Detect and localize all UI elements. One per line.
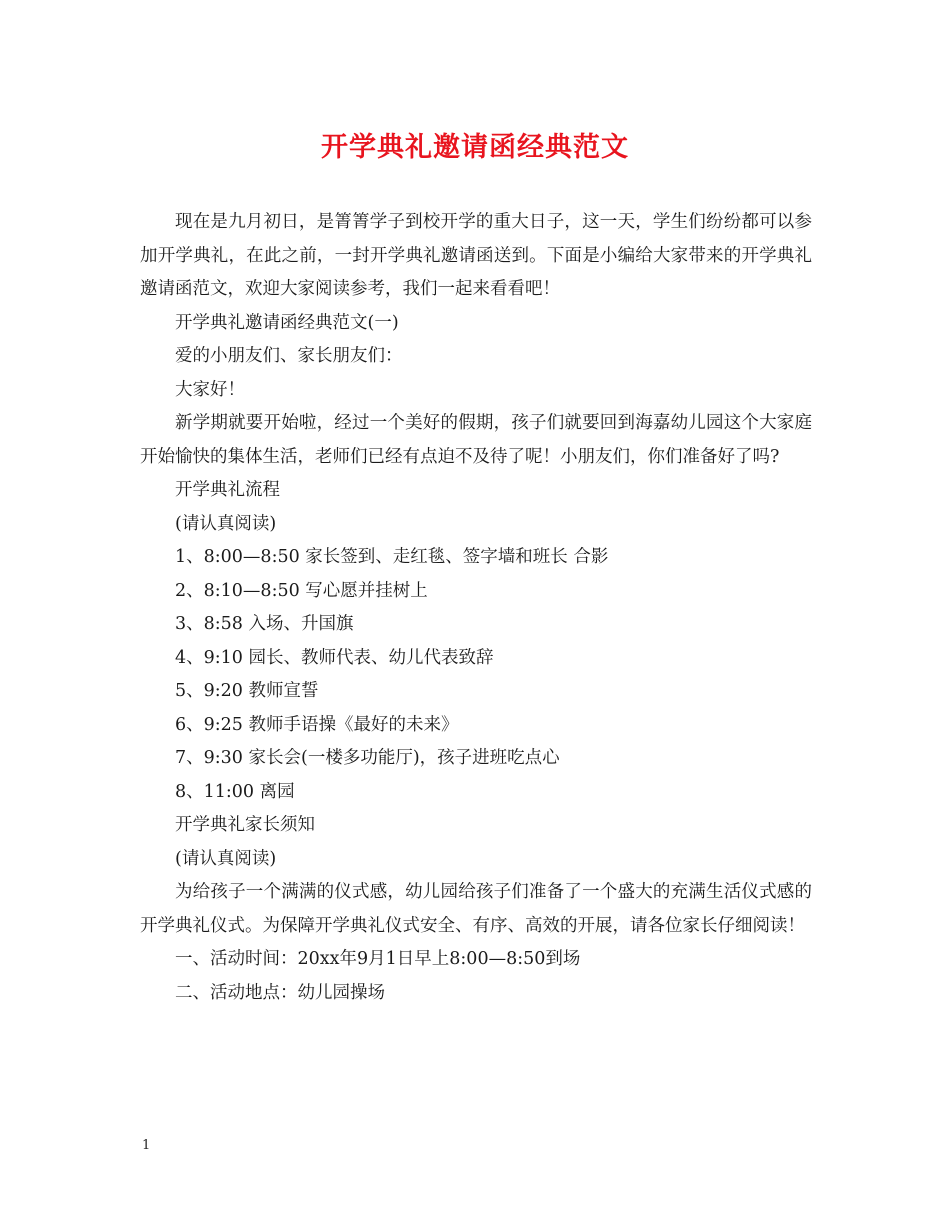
schedule-item-2: 2、8:10—8:50 写心愿并挂树上 [175, 580, 428, 601]
document-body [140, 206, 812, 1010]
paragraph-intro: 现在是九月初日，是箐箐学子到校开学的重大日子，这一天，学生们纷纷都可以参加开学典礼，在此之前，一封开学典礼邀请函送到。下面是小编给大家带来的开学典礼邀请函范文，欢迎大家阅读参考，我们一起来看看吧！ [140, 212, 812, 299]
paragraph-activity-location: 二、活动地点：幼儿园操场 [175, 982, 385, 1003]
paragraph-salutation: 爱的小朋友们、家长朋友们： [175, 346, 403, 366]
paragraph-parent-notice-heading: 开学典礼家长须知 [175, 815, 315, 835]
schedule-item-5: 5、9:20 教师宣誓 [175, 681, 319, 701]
document-title: 开学典礼邀请函经典范文 [321, 132, 629, 163]
paragraph-ceremony-process-heading: 开学典礼流程 [175, 480, 280, 500]
paragraph-section-heading: 开学典礼邀请函经典范文(一) [175, 312, 399, 333]
paragraph-ceremony-description: 为给孩子一个满满的仪式感，幼儿园给孩子们准备了一个盛大的充满生活仪式感的开学典礼仪式。为保障开学典礼仪式安全、有序、高效的开展，请各位家长仔细阅读！ [140, 882, 812, 936]
paragraph-new-semester: 新学期就要开始啦，经过一个美好的假期，孩子们就要回到海嘉幼儿园这个大家庭开始愉快的集体生活，老师们已经有点迫不及待了呢！小朋友们，你们准备好了吗? [140, 413, 812, 467]
schedule-item-1: 1、8:00—8:50 家长签到、走红毯、签字墙和班长 合影 [175, 547, 609, 567]
page-number: 1 [142, 1138, 151, 1153]
paragraph-greeting: 大家好！ [175, 379, 245, 400]
schedule-item-8: 8、11:00 离园 [175, 781, 295, 802]
paragraph-read-carefully: (请认真阅读) [175, 513, 277, 534]
schedule-item-3: 3、8:58 入场、升国旗 [175, 614, 354, 634]
schedule-item-7: 7、9:30 家长会(一楼多功能厅)，孩子进班吃点心 [175, 748, 560, 768]
schedule-item-4: 4、9:10 园长、教师代表、幼儿代表致辞 [175, 647, 494, 668]
schedule-item-6: 6、9:25 教师手语操《最好的未来》 [175, 714, 459, 735]
paragraph-read-carefully-2: (请认真阅读) [175, 848, 277, 869]
paragraph-activity-time: 一、活动时间：20xx年9月1日早上8:00—8:50到场 [175, 949, 581, 969]
